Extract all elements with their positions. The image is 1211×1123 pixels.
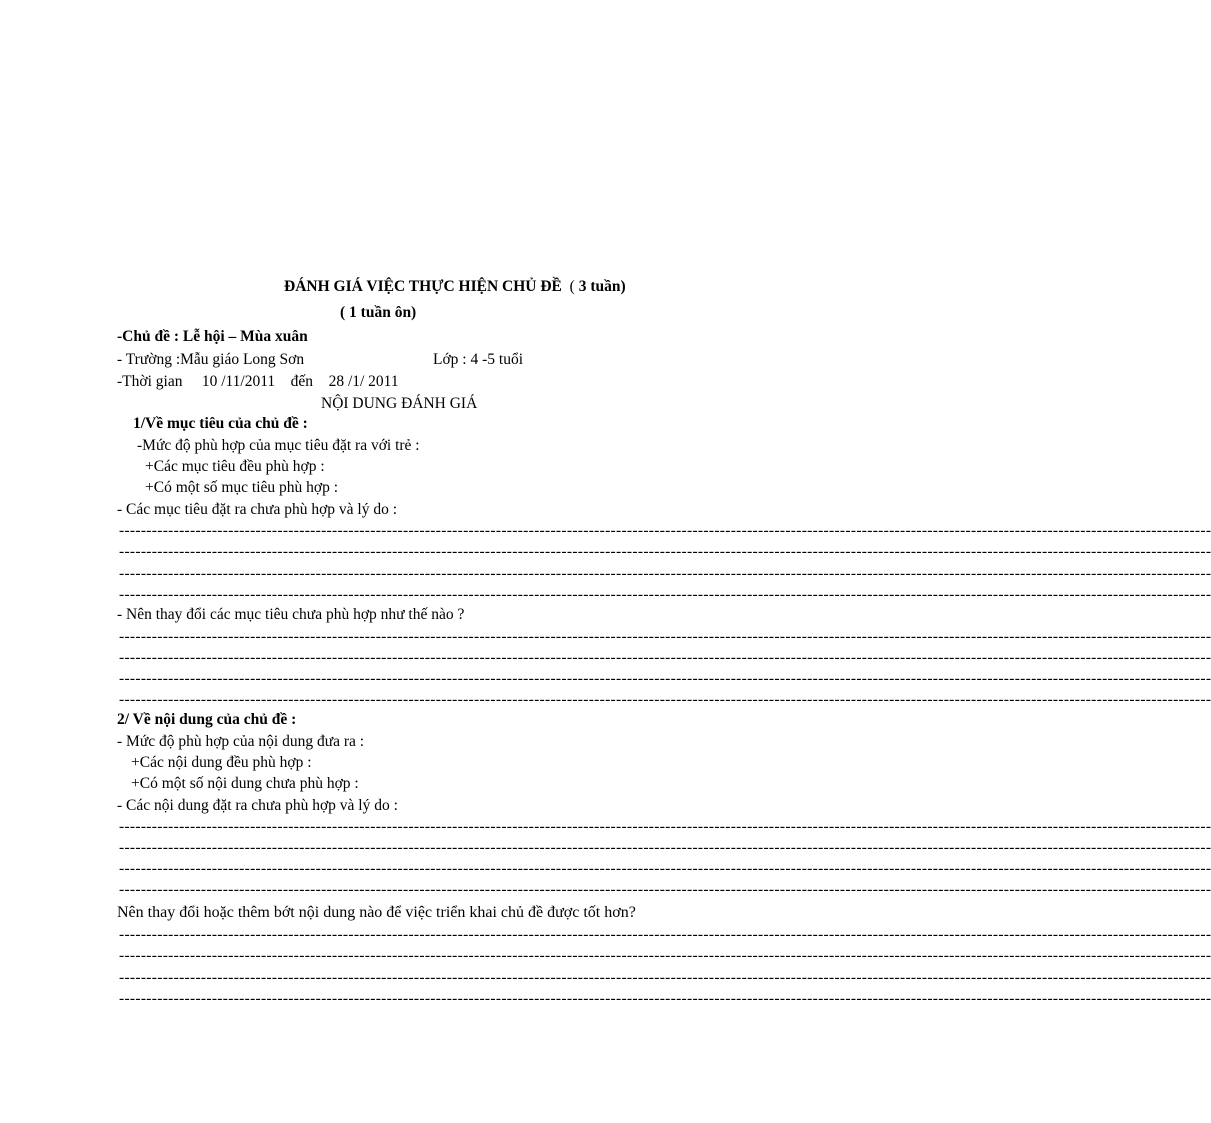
title-weeks-word: tuần): [590, 278, 626, 295]
answer-line: --------------------------------------------------------------------------------------------------------------------------------------------------------------------------------------------------------: [119, 839, 1211, 856]
title-weeks-number: 3: [578, 278, 587, 295]
sec1-level-question: -Mức độ phù hợp của mục tiêu đặt ra với trẻ :: [137, 437, 420, 454]
sec1-change-question: - Nên thay đổi các mục tiêu chưa phù hợp như thế nào ?: [117, 606, 465, 623]
sec2-level-question: - Mức độ phù hợp của nội dung đưa ra :: [117, 733, 365, 750]
to-word: đến: [290, 373, 314, 390]
sec1-unsuitable-question: - Các mục tiêu đặt ra chưa phù hợp và lý do :: [117, 501, 398, 518]
answer-line-end: --------------------------------------------------------------------------------------------------------------------------------------------------------------------------------------------------------: [119, 881, 1211, 898]
school-line: - Trường :Mẫu giáo Long Sơn: [117, 351, 305, 368]
answer-line: --------------------------------------------------------------------------------------------------------------------------------------------------------------------------------------------------------: [119, 565, 1211, 582]
answer-line: --------------------------------------------------------------------------------------------------------------------------------------------------------------------------------------------------------: [119, 670, 1211, 687]
answer-line: --------------------------------------------------------------------------------------------------------------------------------------------------------------------------------------------------------: [119, 522, 1211, 539]
sec1-option-2: +Có một số mục tiêu phù hợp :: [145, 479, 339, 496]
section-heading: NỘI DUNG ĐÁNH GIÁ: [321, 395, 478, 412]
answer-line: --------------------------------------------------------------------------------------------------------------------------------------------------------------------------------------------------------: [119, 926, 1211, 943]
answer-line: --------------------------------------------------------------------------------------------------------------------------------------------------------------------------------------------------------: [119, 947, 1211, 964]
answer-line-end: --------------------------------------------------------------------------------------------------------------------------------------------------------------------------------------------------------: [119, 691, 1211, 708]
class-line: Lớp : 4 -5 tuổi: [433, 351, 523, 368]
sec2-change-question: Nên thay đổi hoặc thêm bớt nội dung nào để việc triển khai chủ đề được tốt hơn?: [117, 904, 636, 921]
answer-line: --------------------------------------------------------------------------------------------------------------------------------------------------------------------------------------------------------: [119, 628, 1211, 645]
document-title: [284, 276, 626, 297]
answer-line: --------------------------------------------------------------------------------------------------------------------------------------------------------------------------------------------------------: [119, 818, 1211, 835]
answer-line: --------------------------------------------------------------------------------------------------------------------------------------------------------------------------------------------------------: [119, 860, 1211, 877]
sec2-heading: 2/ Về nội dung của chủ đề :: [117, 711, 297, 728]
answer-line-end: --------------------------------------------------------------------------------------------------------------------------------------------------------------------------------------------------------: [119, 990, 1211, 1007]
sec1-option-1: +Các mục tiêu đều phù hợp :: [145, 458, 325, 475]
answer-line: --------------------------------------------------------------------------------------------------------------------------------------------------------------------------------------------------------: [119, 649, 1211, 666]
answer-line: --------------------------------------------------------------------------------------------------------------------------------------------------------------------------------------------------------: [119, 543, 1211, 560]
sec2-option-1: +Các nội dung đều phù hợp :: [131, 754, 312, 771]
topic-line: -Chủ đề : Lễ hội – Mùa xuân: [117, 328, 308, 345]
answer-line-end: --------------------------------------------------------------------------------------------------------------------------------------------------------------------------------------------------------: [119, 586, 1211, 603]
answer-line: --------------------------------------------------------------------------------------------------------------------------------------------------------------------------------------------------------: [119, 969, 1211, 986]
date-from: 10 /11/2011: [201, 373, 276, 390]
sec1-heading: 1/Về mục tiêu của chủ đề :: [133, 415, 308, 432]
document-subtitle: ( 1 tuần ôn): [340, 304, 417, 321]
title-text: ĐÁNH GIÁ VIỆC THỰC HIỆN CHỦ ĐỀ: [284, 278, 562, 295]
sec2-unsuitable-question: - Các nội dung đặt ra chưa phù hợp và lý do :: [117, 797, 398, 814]
date-to: 28 /1/ 2011: [328, 373, 399, 390]
sec2-option-2: +Có một số nội dung chưa phù hợp :: [131, 775, 359, 792]
title-paren: (: [569, 278, 575, 295]
time-line: [117, 371, 399, 392]
time-label: -Thời gian: [117, 373, 183, 390]
